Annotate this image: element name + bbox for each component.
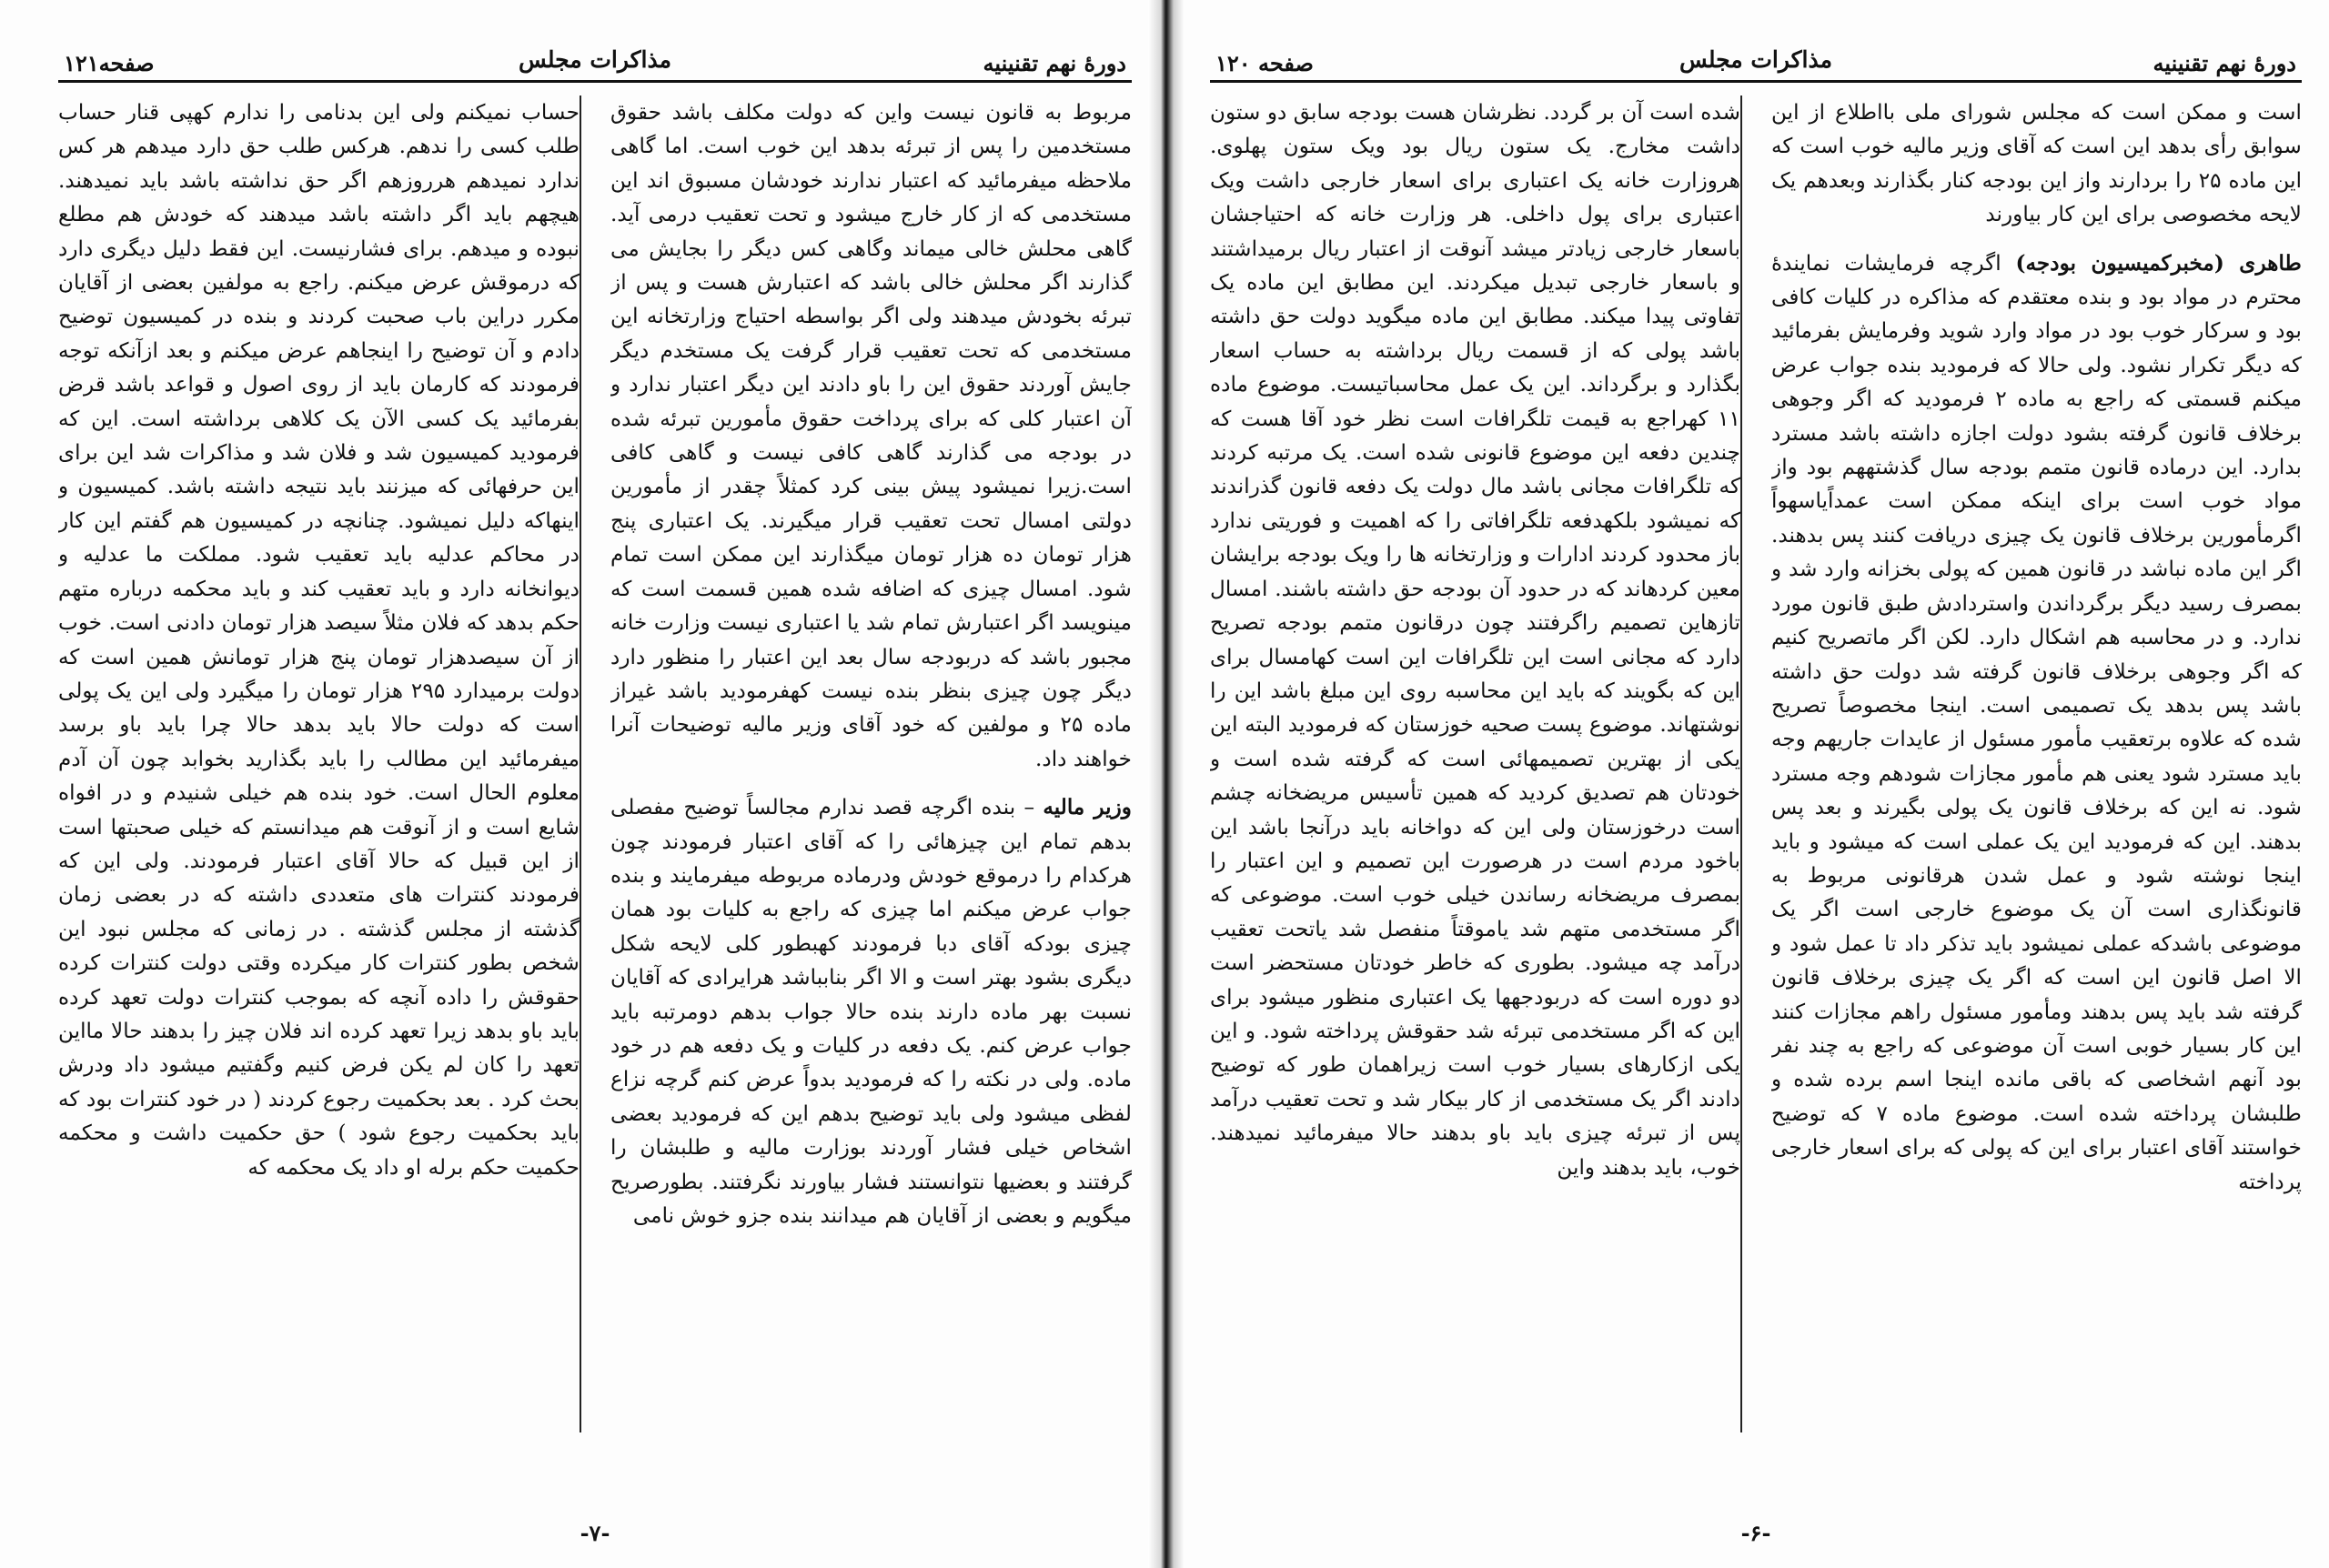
- page-header: [1210, 36, 2302, 76]
- speaker-name: طاهری (مخبرکمیسیون بودجه): [2015, 250, 2302, 276]
- footer-page-number: -۷-: [580, 1520, 610, 1546]
- text-columns: [58, 95, 1132, 1469]
- header-page-number: صفحه۱۲۱: [64, 50, 155, 76]
- column-right: [1771, 95, 2302, 1469]
- header-title: مذاکرات مجلس: [518, 46, 672, 73]
- right-page: [1210, 36, 2302, 1546]
- header-rule: [1210, 80, 2302, 83]
- left-page: [58, 36, 1132, 1546]
- column-divider: [1740, 95, 1742, 1432]
- page-header: [58, 36, 1132, 76]
- book-gutter: [1148, 0, 1185, 1568]
- header-page-number: صفحه ۱۲۰: [1215, 50, 1314, 76]
- paragraph: مربوط به قانون نیست واین که دولت مکلف باشد حقوق مستخدمین را پس از تبرئه بدهد این خوب است. اما گاهی ملاحظه میفرمائید که اعتبار ندارند خودشان مسبوق اند این مستخدمی که از کار خارج میشود و تحت تعقیب درمی آید. گاهی محلش خالی میماند وگاهی کس دیگر را بجایش می گذارند اگر محلش خالی باشد که اعتبارش هست و پس از تبرئه بخودش میدهند ولی اگر بواسطه احتیاج وزارتخانه این مستخدمی که تحت تعقیب قرار گرفت یک مستخدم دیگر جایش آوردند حقوق این را باو دادند این دیگر اعتبار ندارد و آن اعتبار کلی که برای پرداخت حقوق مأمورین تبرئه شده در بودجه می گذارند گاهی کافی نیست و گاهی کافی است.زیرا نمیشود پیش بینی کرد کمثلاً چقدر از مأمورین دولتی امسال تحت تعقیب قرار میگیرند. یک اعتباری پنج هزار تومان ده هزار تومان میگذارند این ممکن است تمام شود. امسال چیزی که اضافه شده همین قسمت است که مینویسد اگر اعتبارش تمام شد یا اعتباری نیست وزارت خانه مجبور باشد که دربودجه سال بعد این اعتبار را منظور دارد دیگر چون چیزی بنظر بنده نیست کهفرمودید باشد غیراز ماده ۲۵ و مولفین که خود آقای وزیر مالیه توضیحات آنرا خواهند داد.: [610, 100, 1132, 771]
- paragraph: حساب نمیکنم ولی این بدنامی را ندارم کهپی قنار حساب طلب کسی را ندهم. هرکس طلب حق دارد میدهم هر کس ندارد نمیدهم هرروزهم اگر حق نداشته باشد باید نمیدهند. هیچهم باید اگر داشته باشد میدهند که خودش هم مطلع نبوده و میدهم. برای فشارنیست. این فقط دلیل دیگری دارد که درموقش عرض میکنم. راجع به مولفین بعضی از آقایان مکرر دراین باب صحبت کردند و بنده در کمیسیون توضیح دادم و آن توضیح را اینجاهم عرض میکنم و بعد ازآنکه توجه فرمودند که کارمان باید از روی اصول و قواعد باشد قرض بفرمائید یک کسی الآن یک کلاهی برداشته است. این که فرمودید کمیسیون شد و فلان شد و مذاکرات شد این برای این حرفهائی که میزنند باید نتیجه داشته باشد. کمیسیون و اینهاکه دلیل نمیشود. چنانچه در کمیسیون هم گفتم این کار در محاکم عدلیه باید تعقیب شود. مملکت ما عدلیه و دیوانخانه دارد و باید تعقیب کند و باید محکمه درباره متهم حکم بدهد که فلان مثلاً سیصد هزار تومان دادنی است. خوب از آن سیصدهزار تومان پنج هزار تومانش همین است که دولت برمیدارد ۲۹۵ هزار تومان را میگیرد ولی این یک پولی است که دولت حالا باید بدهد حالا چرا باید باو برسد میفرمائید این مطالب را باید بگذارید بخوابد چون آن آدم معلوم الحال است. خود بنده هم خیلی شنیدم و در افواه شایع است و از آنوقت هم میدانستم که خیلی صحبتها است از این قبیل که حالا آقای اعتبار فرمودند. ولی این که فرمودند کنترات های متعددی داشته که در بعضی زمان گذشته از مجلس گذشته . در زمانی که مجلس نبود این شخص بطور کنترات کار میکرده وقتی دولت کنترات کرده حقوقش را داده آنچه که بموجب کنترات دولت تعهد کرده باید باو بدهد زیرا تعهد کرده اند فلان چیز را بدهند حالا مااین تعهد را کان لم یکن فرض کنیم وگفتیم میشود داد ودرش بحث کرد . بعد بحکمیت رجوع کردند ( در خود کنترات بود که باید بحکمیت رجوع شود ) حق حکمیت داشت و محکمه حکمیت حکم برله او داد یک محکمه که: [58, 100, 580, 1180]
- header-rule: [58, 80, 1132, 83]
- speaker-text: بنده اگرچه قصد ندارم مجالساً توضیح مفصلی بدهم تمام این چیزهائی را که آقای اعتبار فرمودند چون هرکدام را درموقع خودش ودرماده مربوطه میفرمایند و بنده جواب عرض میکنم اما چیزی که راجع به کلیات بود همان چیزی بودکه آقای دبا فرمودند کهبطور کلی لایحه شکل دیگری بشود بهتر است و الا اگر بنابباشد هرایرادی که آقایان نسبت بهر ماده دارند بنده حالا جواب بدهم دومرتبه باید جواب عرض کنم. یک دفعه در کلیات و یک دفعه هم در خود ماده. ولی در نکته را که فرمودید بدواً عرض کنم گرچه نزاع لفظی میشود ولی باید توضیح بدهم این که فرمودید بعضی اشخاص خیلی فشار آوردند بوزارت مالیه و طلبشان را گرفتند و بعضیها نتوانستند فشار بیاورند نگرفتند. بطورصریح میگویم و بعضی از آقایان هم میدانند بنده جزو خوش نامی: [610, 795, 1132, 1228]
- header-session: دورهٔ نهم تقنینیه: [983, 50, 1126, 76]
- speaker-name: وزیر مالیه: [1043, 795, 1132, 820]
- paragraph-speaker: وزیر مالیه – بنده اگرچه قصد ندارم مجالساً توضیح مفصلی بدهم تمام این چیزهائی را که آقای اعتبار فرمودند چون هرکدام را درموقع خودش ودرماده مربوطه میفرمایند و بنده جواب عرض میکنم اما چیزی که راجع به کلیات بود همان چیزی بودکه آقای دبا فرمودند کهبطور کلی لایحه شکل دیگری بشود بهتر است و الا اگر بنابباشد هرایرادی که آقایان نسبت بهر ماده دارند بنده حالا جواب بدهم دومرتبه باید جواب عرض کنم. یک دفعه در کلیات و یک دفعه هم در خود ماده. ولی در نکته را که فرمودید بدواً عرض کنم گرچه نزاع لفظی میشود ولی باید توضیح بدهم این که فرمودید بعضی اشخاص خیلی فشار آوردند بوزارت مالیه و طلبشان را گرفتند و بعضیها نتوانستند فشار بیاورند نگرفتند. بطورصریح میگویم و بعضی از آقایان هم میدانند بنده جزو خوش نامی: [610, 795, 1132, 1228]
- paragraph: است و ممکن است که مجلس شورای ملی بااطلاع از این سوابق رأی بدهد این است که آقای وزیر مالیه خوب است که این ماده ۲۵ را بردارند واز این بودجه کنار بگذارند وبعدهم یک لایحه مخصوصی برای این کار بیاورند: [1771, 100, 2302, 227]
- paragraph: شده است آن بر گردد. نظرشان هست بودجه سابق دو ستون داشت مخارج. یک ستون ریال بود ویک ستون پهلوی. هروزارت خانه یک اعتباری برای اسعار خارجی داشت ویک اعتباری برای پول داخلی. هر وزارت خانه که احتیاجشان باسعار خارجی زیادتر میشد آنوقت از اعتبار ریال برمیداشتند و باسعار خارجی تبدیل میکردند. این مطابق این ماده یک تفاوتی پیدا میکند. مطابق این ماده میگوید دولت حق داشته باشد پولی که از قسمت ریال برداشته به حساب اسعار بگذارد و برگرداند. این یک عمل محاسباتیست. موضوع ماده ۱۱ کهراجع به قیمت تلگرافات است نظر خود آقا هست که چندین دفعه این موضوع قانونی شده است. یک مرتبه کردند که تلگرافات مجانی باشد مال دولت یک دفعه قانون گذراندند که نمیشود بلکهدفعه تلگرافاتی را که اهمیت و فوریتی ندارد باز محدود کردند ادارات و وزارتخانه ها را ویک بودجه برایشان معین کردهاند که در حدود آن بودجه حق داشته باشند. امسال تازهاین تصمیم راگرفتند چون درقانون متمم بودجه تصریح دارد که مجانی است این تلگرافات این است کهامسال برای این که بگویند که باید این محاسبه روی این مبلغ باشد این را نوشتهاند. موضوع پست صحیه خوزستان که فرمودید البته این یکی از بهترین تصمیمهائی است که گرفته شده است و خودتان هم تصدیق کردید که همین تأسیس مریضخانه چشم است درخوزستان ولی این که دواخانه باید درآنجا باشد این باخود مردم است در هرصورت این تصمیم و این اعتبار را بمصرف مریضخانه رساندن خیلی خوب است. موضوعی که اگر مستخدمی متهم شد یاموقتاً منفصل شد یاتحت تعقیب درآمد چه میشود. بطوری که خاطر خودتان مستحضر است دو دوره است که دربودجهها یک اعتباری منظور میشود برای این که اگر مستخدمی تبرئه شد حقوقش پرداخته شود. و این یکی ازکارهای بسیار خوب است زیراهمان طور که توضیح دادند اگر یک مستخدمی از کار بیکار شد و تحت تعقیب درآمد پس از تبرئه چیزی باید باو بدهند حالا میفرمائید نمیدهند. خوب، باید بدهند واین: [1210, 100, 1740, 1180]
- header-title: مذاکرات مجلس: [1679, 46, 1833, 73]
- column-left: [58, 95, 580, 1469]
- text-columns: [1210, 95, 2302, 1469]
- paragraph-speaker: [1771, 246, 2302, 1199]
- column-divider: [580, 95, 581, 1432]
- column-left: [1210, 95, 1740, 1469]
- speaker-text: اگرچه فرمایشات نمایندهٔ محترم در مواد بود و بنده معتقدم که مذاکره در کلیات کافی بود و سرکار خوب بود در مواد وارد شوید وفرمایش بفرمائید که دیگر تکرار نشود. ولی حالا که فرمودید بنده جواب عرض میکنم قسمتی که راجع به ماده ۲ فرمودید که اگر وجوهی برخلاف قانون گرفته بشود دولت اجازه داشته باشد مسترد بدارد. این درماده قانون متمم بودجه سال گذشتههم بود واز مواد خوب است برای اینکه ممکن است عمداًیاسهواً اگرمأمورین برخلاف قانون یک چیزی دریافت کنند پس بدهند. اگر این ماده نباشد در قانون همین که پولی بخزانه وارد شد و بمصرف رسید دیگر برگرداندن واستردادش طبق قانون مورد ندارد. و در محاسبه هم اشکال دارد. لکن اگر ماتصریح کنیم که اگر وجوهی برخلاف قانون گرفته شد دولت حق داشته باشد پس بدهد یک تصمیمی است. اینجا مخصوصاً تصریح شده که علاوه برتعقیب مأمور مسئول از عایدات جاریهم وجه باید مسترد شود یعنی هم مأمور مجازات شودهم وجه مسترد شود. نه این که برخلاف قانون یک پولی بگیرند و بعد پس بدهند. این که فرمودید این یک عملی است که میشود و باید اینجا نوشته شود و عمل شدن هرقانونی مربوط به قانونگذاری است آن یک موضوع خارجی است اگر یک موضوعی باشدکه عملی نمیشود باید تذکر داد تا عمل شود و الا اصل قانون این است که اگر یک چیزی برخلاف قانون گرفته شد باید پس بدهند ومأمور مسئول راهم مجازات کنند این کار بسیار خوبی است آن موضوعی که راجع به چند نفر بود آنهم اشخاصی که باقی مانده اینجا اسم برده شده و طلبشان پرداخته شده است. موضوع ماده ۷ که توضیح خواستند آقای اعتبار برای این که پولی که برای اسعار خارجی پرداخته: [1771, 250, 2302, 1194]
- header-session: دورهٔ نهم تقنینیه: [2153, 50, 2296, 76]
- column-right: [610, 95, 1132, 1469]
- footer-page-number: -۶-: [1740, 1520, 1771, 1546]
